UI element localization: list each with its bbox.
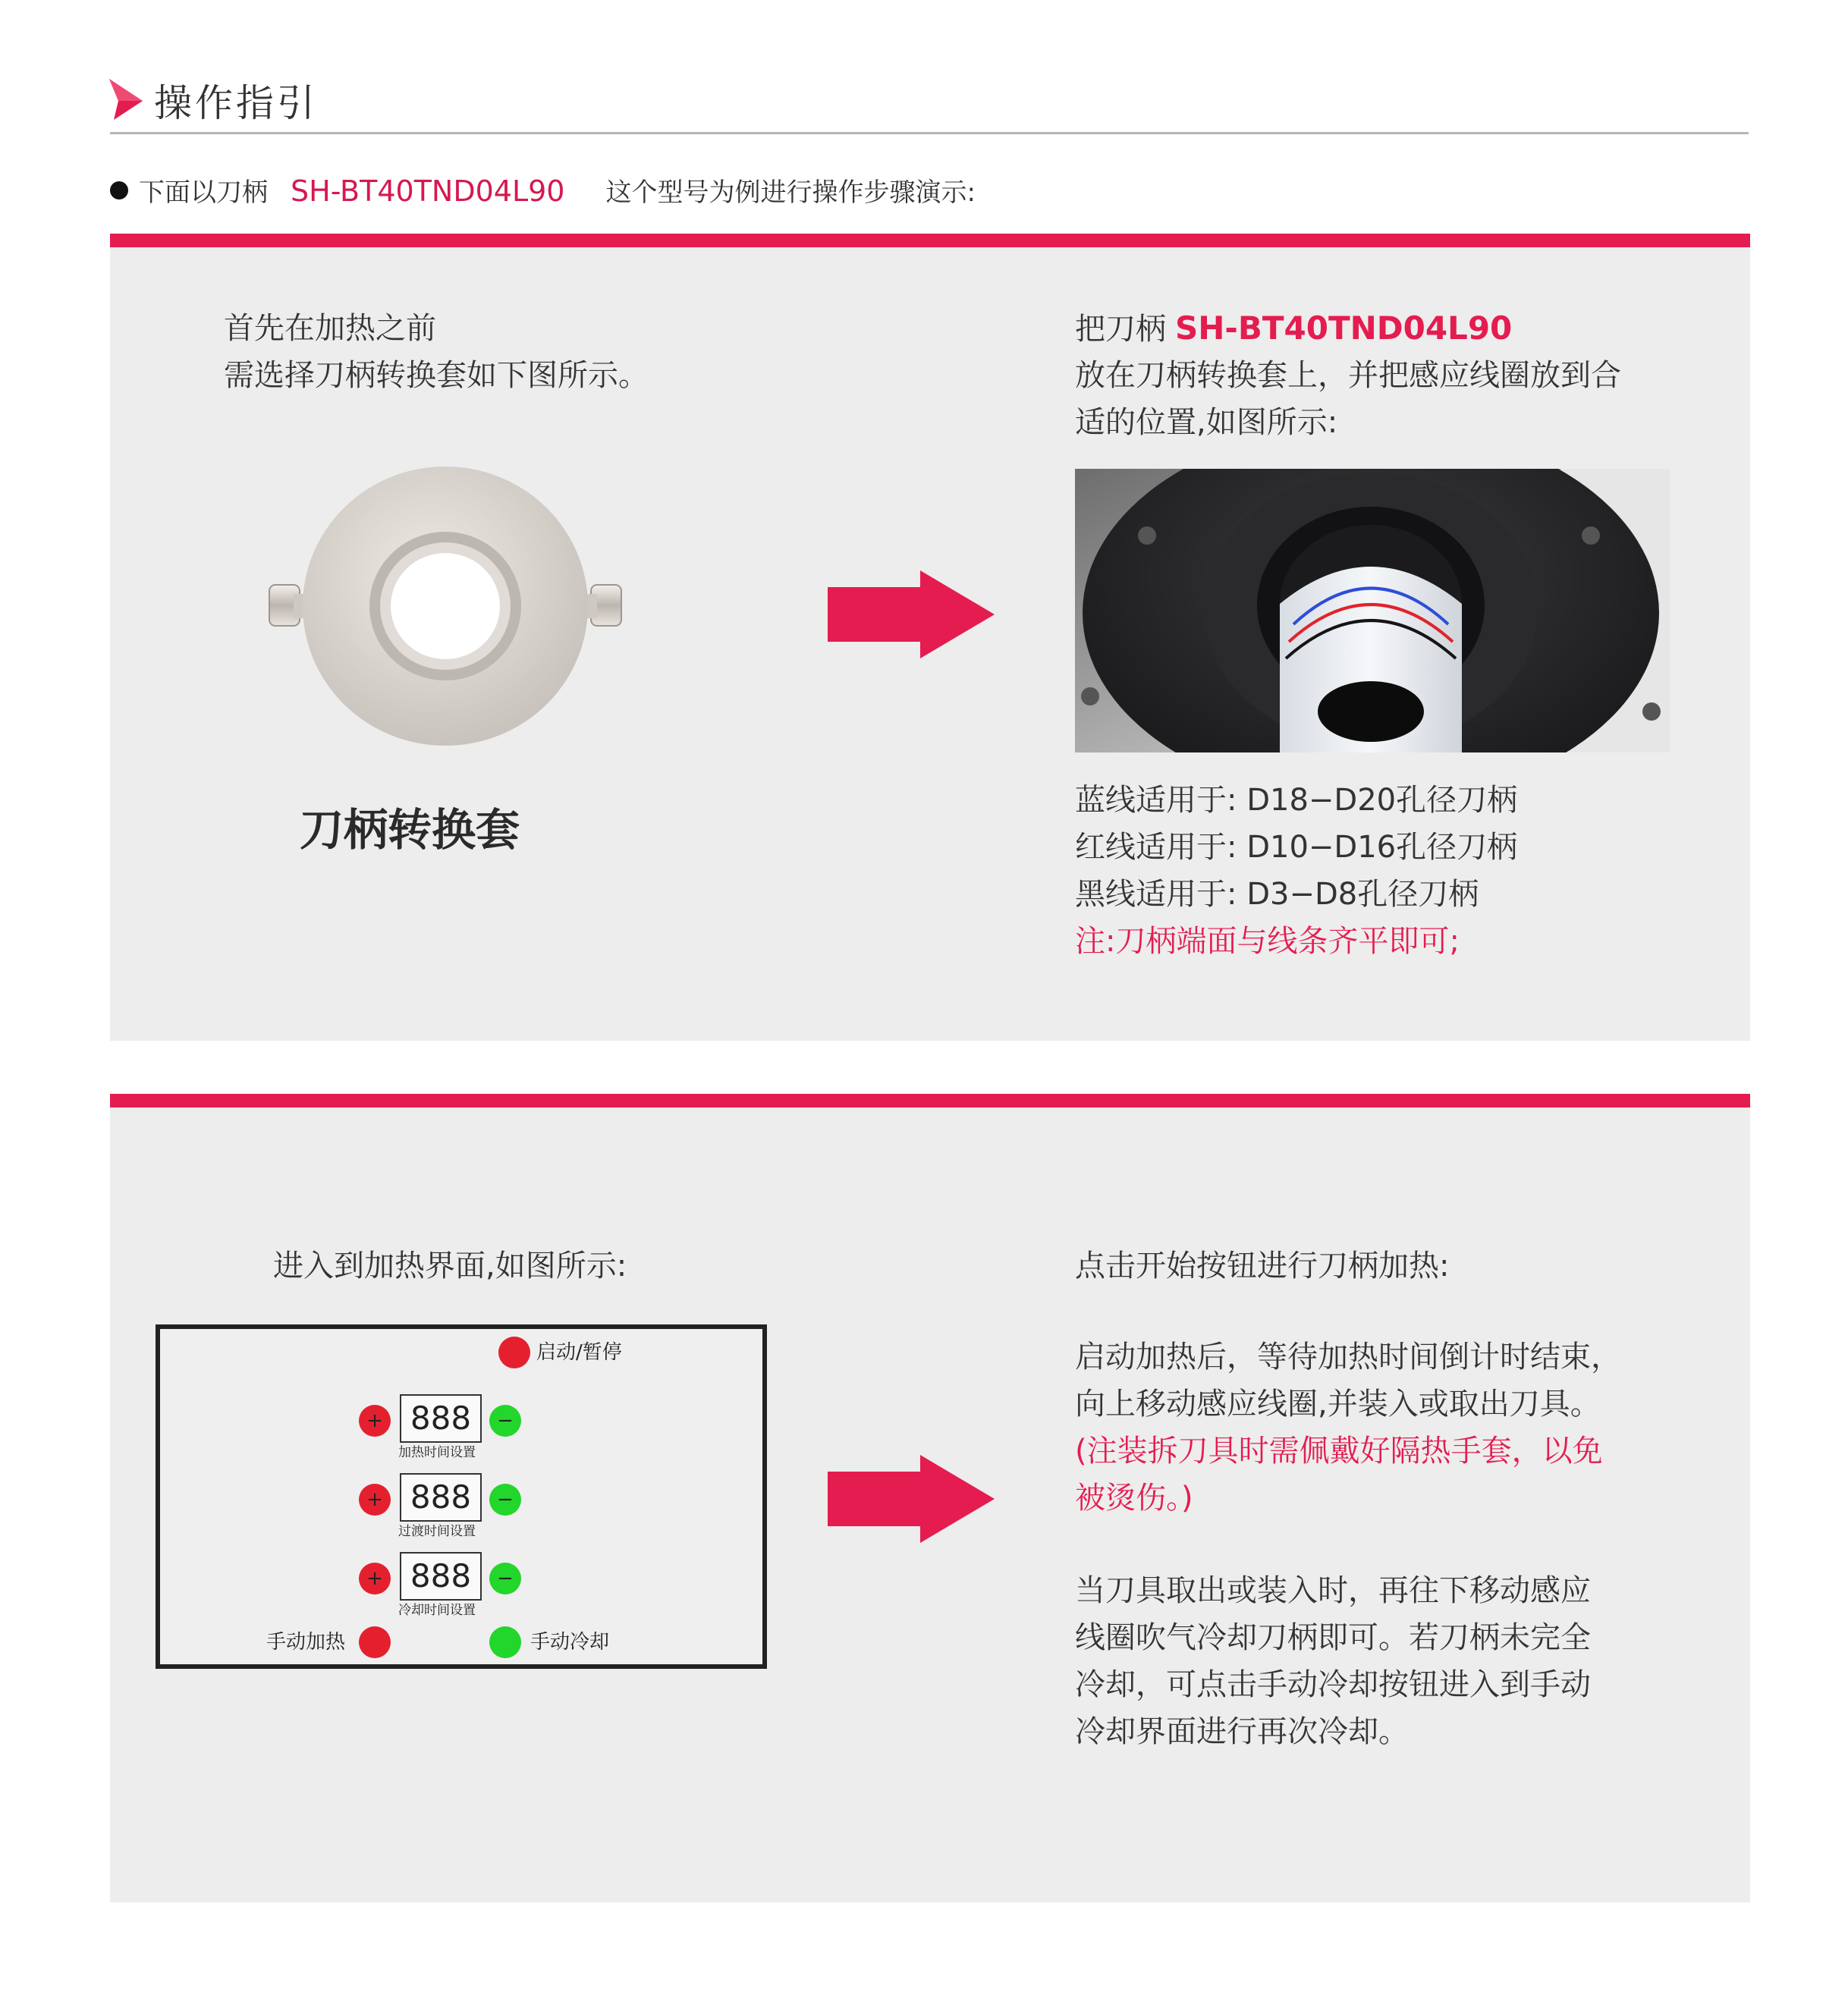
start-pause-button[interactable] [498, 1337, 530, 1368]
plus-icon: + [366, 1488, 383, 1511]
p1-left-line1: 首先在加热之前 [224, 311, 436, 346]
manual-cool-button[interactable] [489, 1626, 521, 1658]
sleeve-caption: 刀柄转换套 [300, 804, 520, 856]
plus-icon: + [366, 1409, 383, 1432]
coil-photo [1075, 469, 1670, 752]
section-title: 操作指引 [154, 81, 318, 125]
heating-control-panel [156, 1324, 767, 1669]
panel-top-bar [110, 234, 1750, 247]
p2-right-line8: 冷却，可点击手动冷却按钮进入到手动 [1075, 1667, 1591, 1702]
heating-time-plus-button[interactable] [359, 1405, 391, 1437]
cooling-time-plus-button[interactable] [359, 1563, 391, 1594]
step-panel-1 [110, 234, 1750, 1041]
cooling-time-display: 888 [400, 1552, 482, 1601]
step-panel-2 [110, 1094, 1750, 1902]
note-red-line: 红线适用于: D10−D16孔径刀柄 [1075, 830, 1518, 865]
cooling-time-caption: 冷却时间设置 [398, 1603, 476, 1618]
intro-line [110, 170, 976, 214]
manual-heat-button[interactable] [359, 1626, 391, 1658]
p2-right-line9: 冷却界面进行再次冷却。 [1075, 1714, 1409, 1749]
p2-right-line1: 点击开始按钮进行刀柄加热: [1075, 1249, 1450, 1283]
p1-right-line1 [1075, 305, 1512, 353]
manual-cool-label: 手动冷却 [530, 1631, 610, 1654]
p1-right-prefix: 把刀柄 [1075, 312, 1166, 347]
heating-time-caption: 加热时间设置 [398, 1445, 476, 1460]
manual-heat-label: 手动加热 [266, 1631, 346, 1654]
p2-right-line7: 线圈吹气冷却刀柄即可。若刀柄未完全 [1075, 1620, 1591, 1655]
p1-left-line2: 需选择刀柄转换套如下图所示。 [224, 358, 649, 393]
note-black-line: 黑线适用于: D3−D8孔径刀柄 [1075, 877, 1479, 912]
p2-left-line1: 进入到加热界面,如图所示: [273, 1249, 627, 1283]
next-step-arrow-icon [823, 1452, 998, 1546]
panel-top-bar [110, 1094, 1750, 1107]
heating-time-display: 888 [400, 1394, 482, 1443]
p1-right-line2: 放在刀柄转换套上，并把感应线圈放到合 [1075, 358, 1621, 393]
minus-icon: − [497, 1409, 514, 1432]
transition-time-caption: 过渡时间设置 [398, 1524, 476, 1539]
cooling-time-minus-button[interactable] [489, 1563, 521, 1594]
p1-right-model: SH-BT40TND04L90 [1175, 309, 1513, 347]
heating-time-minus-button[interactable] [489, 1405, 521, 1437]
section-arrow-icon [108, 77, 144, 121]
p1-right-line3: 适的位置,如图所示: [1075, 405, 1338, 440]
transition-time-display: 888 [400, 1473, 482, 1522]
plus-icon: + [366, 1567, 383, 1590]
intro-model: SH-BT40TND04L90 [291, 174, 565, 208]
minus-icon: − [497, 1488, 514, 1511]
header-divider [110, 132, 1749, 134]
p2-warning-line2: 被烫伤。) [1075, 1481, 1193, 1516]
note-tip: 注:刀柄端面与线条齐平即可; [1075, 924, 1460, 959]
bullet-icon [110, 181, 128, 200]
p2-right-line2: 启动加热后，等待加热时间倒计时结束， [1075, 1340, 1621, 1375]
transition-time-plus-button[interactable] [359, 1484, 391, 1516]
adapter-sleeve-image [256, 463, 635, 752]
intro-suffix: 这个型号为例进行操作步骤演示: [605, 178, 976, 208]
next-step-arrow-icon [823, 567, 998, 661]
p2-warning-line1: (注装拆刀具时需佩戴好隔热手套，以免 [1075, 1434, 1603, 1469]
start-pause-label: 启动/暂停 [536, 1341, 622, 1364]
intro-prefix: 下面以刀柄 [139, 178, 268, 208]
minus-icon: − [497, 1567, 514, 1590]
transition-time-minus-button[interactable] [489, 1484, 521, 1516]
note-blue-line: 蓝线适用于: D18−D20孔径刀柄 [1075, 783, 1518, 818]
p2-right-line6: 当刀具取出或装入时，再往下移动感应 [1075, 1573, 1591, 1608]
p2-right-line3: 向上移动感应线圈,并装入或取出刀具。 [1075, 1387, 1601, 1422]
